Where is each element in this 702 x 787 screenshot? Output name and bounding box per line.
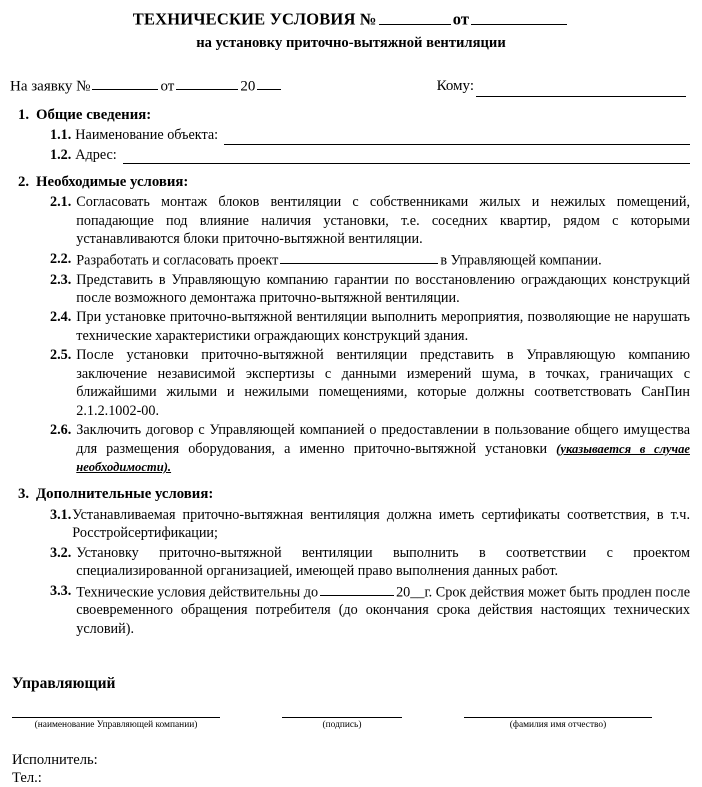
clause-2-2 — [10, 250, 692, 270]
recipient-blank[interactable] — [476, 82, 686, 97]
clause-2-1 — [10, 193, 692, 248]
signature-sign-caption: (подпись) — [322, 719, 362, 730]
clause-2-1-number: 2.1. — [50, 194, 72, 211]
clause-3-3 — [10, 582, 692, 639]
signature-company-field — [12, 717, 220, 731]
signature-role: Управляющий — [12, 675, 116, 693]
field-object-name-label: Наименование объекта: — [75, 127, 219, 144]
clause-2-6-text — [71, 421, 692, 476]
field-address-label: Адрес: — [75, 146, 117, 163]
clause-2-3 — [10, 271, 692, 308]
section-1-number: 1. — [18, 106, 30, 123]
clause-2-5-number: 2.5. — [50, 347, 72, 364]
clause-2-4 — [10, 308, 692, 345]
clause-3-2-number: 3.2. — [50, 544, 72, 561]
signature-row — [10, 717, 692, 731]
clause-3-2-text: Установку приточно-вытяжной вентиляции выполнить в соответствии с проектом специализированной организацией, имеющей право выполнения данных работ. — [76, 544, 690, 580]
clause-2-2-text-after: в Управляющей компании. — [440, 252, 602, 269]
section-3-heading — [10, 485, 692, 504]
document-subtitle: на установку приточно-вытяжной вентиляции — [196, 35, 506, 52]
clause-3-3-year: 20__г. — [396, 584, 433, 601]
title-number-blank[interactable] — [379, 8, 451, 25]
clause-2-3-number: 2.3. — [50, 271, 72, 288]
phone-label: Тел.: — [12, 769, 42, 786]
clause-2-5 — [10, 346, 692, 420]
signature-name-field — [464, 717, 652, 731]
clause-2-4-number: 2.4. — [50, 309, 72, 326]
section-3-number: 3. — [18, 486, 30, 503]
section-2-number: 2. — [18, 173, 30, 190]
clause-3-3-text-after: Срок действия может быть продлен после своевременного обращения потребителя (до окончания срока действия настоящих технических условий). — [76, 584, 690, 637]
section-2-clauses — [10, 193, 692, 476]
field-object-name-blank[interactable] — [224, 130, 690, 144]
title-date-blank[interactable] — [471, 8, 567, 25]
request-label: На заявку № — [10, 78, 91, 95]
section-1-heading — [10, 106, 692, 125]
signature-name-line[interactable] — [464, 717, 652, 718]
clause-2-6-main-text: Заключить договор с Управляющей компанией о предоставлении в пользование общего имущества для размещения оборудования, а именно приточно-вытяжной установки — [76, 422, 690, 457]
clause-2-2-project-blank[interactable] — [280, 250, 438, 264]
clause-3-1-text: Устанавливаемая приточно-вытяжная вентиляция должна иметь сертификаты соответствия, в т.ч. Росстройсертификации; — [72, 506, 690, 542]
recipient-label: Кому: — [436, 78, 474, 95]
clause-2-2-text — [71, 250, 692, 270]
clause-2-1-text: Согласовать монтаж блоков вентиляции с собственниками жилых и нежилых помещений, попадающие под влияние наличия установки, т.е. соседних квартир, рядом с которыми устанавливаются блоки приточно-вытяжной вентиляции. — [76, 194, 690, 248]
clause-2-3-text: Представить в Управляющую компанию гарантии по восстановлению ограждающих конструкций после возможного демонтажа приточно-вытяжной вентиляции. — [76, 271, 690, 306]
signature-sign-line[interactable] — [282, 717, 402, 718]
clause-2-5-text: После установки приточно-вытяжной вентиляции представить в Управляющую компанию заключение независимой экспертизы с данными измерений шума, в точках, граничащих с ближайшими жилыми и нежилыми помещениями, которые должны соответствовать СанПин 2.1.2.1002-00. — [76, 347, 690, 419]
clause-2-2-number: 2.2. — [50, 250, 72, 267]
clause-3-3-number: 3.3. — [50, 582, 72, 599]
request-left — [10, 75, 283, 97]
field-address-number: 1.2. — [50, 146, 72, 163]
clause-3-3-text-before: Технические условия действительны до — [76, 584, 319, 601]
document-title-text: ТЕХНИЧЕСКИЕ УСЛОВИЯ № — [132, 9, 377, 29]
footer-block — [10, 751, 692, 787]
request-date-blank[interactable] — [176, 75, 238, 90]
section-2-title: Необходимые условия: — [36, 173, 189, 190]
request-number-blank[interactable] — [92, 75, 158, 90]
recipient-field — [437, 77, 692, 97]
signature-company-caption: (наименование Управляющей компании) — [34, 719, 198, 730]
clause-3-3-validity-blank[interactable] — [320, 582, 394, 596]
document-title — [10, 8, 692, 30]
request-row — [10, 75, 692, 97]
clause-2-6-note: (указывается в случае необходимости). — [76, 441, 690, 475]
field-object-name — [10, 126, 692, 144]
section-required-conditions — [10, 173, 692, 477]
section-2-heading — [10, 173, 692, 192]
field-object-name-number: 1.1. — [50, 127, 72, 144]
signature-name-caption: (фамилия имя отчество) — [509, 719, 607, 730]
clause-2-2-text-before: Разработать и согласовать проект — [76, 252, 279, 269]
clause-2-6-number: 2.6. — [50, 422, 72, 439]
request-year: 20 — [240, 78, 256, 95]
clause-2-6 — [10, 421, 692, 476]
section-1-title: Общие сведения: — [36, 106, 152, 123]
signature-sign-field — [282, 717, 402, 731]
section-3-clauses — [10, 506, 692, 639]
field-address — [10, 146, 692, 164]
request-from-label: от — [160, 78, 175, 95]
clause-3-3-text — [71, 582, 692, 639]
executor-label: Исполнитель: — [12, 751, 98, 768]
signature-company-line[interactable] — [12, 717, 220, 718]
section-general-info — [10, 106, 692, 164]
field-address-blank[interactable] — [123, 149, 690, 163]
clause-2-4-text: При установке приточно-вытяжной вентиляции выполнить мероприятия, позволяющие не нарушать технические характеристики ограждающих конструкций здания. — [76, 309, 690, 344]
clause-3-1-number: 3.1. — [50, 506, 72, 523]
document-title-from-label: от — [452, 9, 470, 29]
request-year-blank[interactable] — [257, 75, 281, 90]
section-additional-conditions — [10, 485, 692, 638]
section-3-title: Дополнительные условия: — [36, 486, 214, 503]
clause-3-1 — [10, 506, 692, 543]
clause-3-2 — [10, 544, 692, 581]
